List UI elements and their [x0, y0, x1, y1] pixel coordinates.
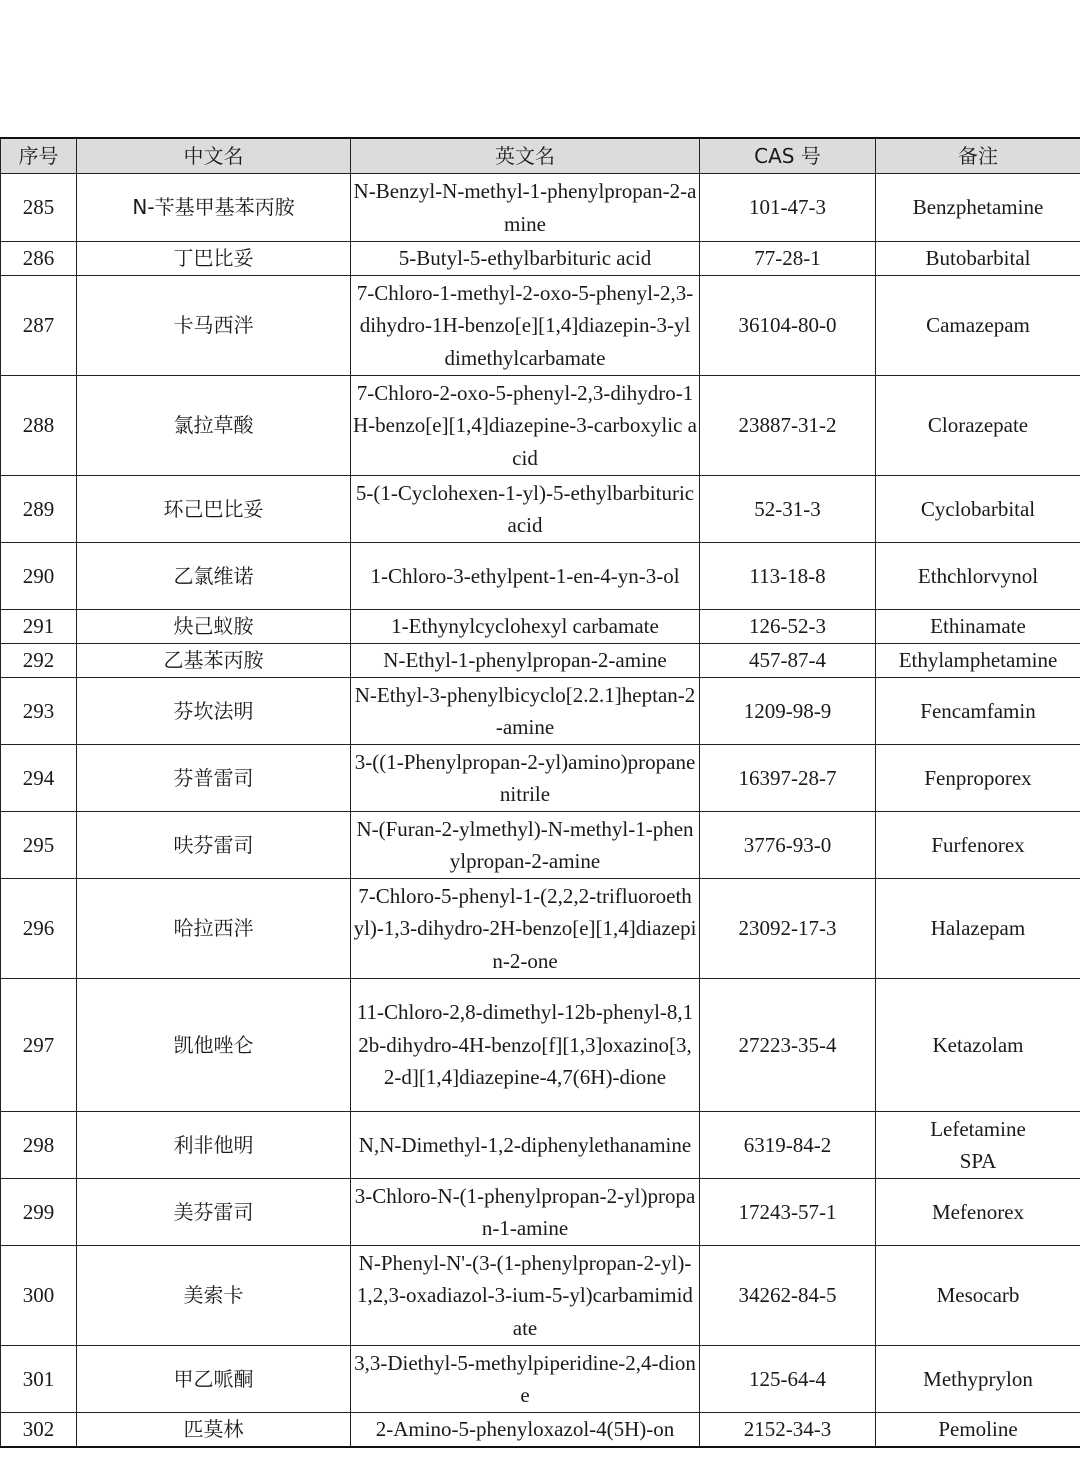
cell-no: 302	[1, 1413, 77, 1447]
cell-english-name: N-Ethyl-1-phenylpropan-2-amine	[351, 644, 700, 678]
table-row	[1, 376, 1080, 476]
cell-no: 292	[1, 644, 77, 678]
cell-english-name: N-Benzyl-N-methyl-1-phenylpropan-2-amine	[351, 174, 700, 242]
cell-no: 288	[1, 376, 77, 476]
cell-chinese-name: N-苄基甲基苯丙胺	[77, 174, 351, 242]
cell-english-name: 3,3-Diethyl-5-methylpiperidine-2,4-dione	[351, 1346, 700, 1413]
cell-no: 299	[1, 1179, 77, 1246]
cell-chinese-name: 呋芬雷司	[77, 812, 351, 879]
header-note: 备注	[876, 138, 1080, 174]
cell-note: Halazepam	[876, 879, 1080, 979]
table-row	[1, 543, 1080, 610]
cell-note: Methyprylon	[876, 1346, 1080, 1413]
cell-no: 294	[1, 745, 77, 812]
table-row	[1, 610, 1080, 644]
cell-note: Fencamfamin	[876, 678, 1080, 745]
cell-no: 298	[1, 1112, 77, 1179]
substance-table-container	[0, 137, 1080, 1448]
table-row	[1, 1246, 1080, 1346]
cell-cas: 16397-28-7	[700, 745, 876, 812]
cell-english-name: N-(Furan-2-ylmethyl)-N-methyl-1-phenylpropan-2-amine	[351, 812, 700, 879]
cell-no: 289	[1, 476, 77, 543]
table-row	[1, 476, 1080, 543]
cell-cas: 36104-80-0	[700, 276, 876, 376]
cell-no: 290	[1, 543, 77, 610]
cell-chinese-name: 利非他明	[77, 1112, 351, 1179]
table-row	[1, 174, 1080, 242]
cell-note: Furfenorex	[876, 812, 1080, 879]
cell-cas: 101-47-3	[700, 174, 876, 242]
cell-cas: 34262-84-5	[700, 1246, 876, 1346]
cell-english-name: 3-Chloro-N-(1-phenylpropan-2-yl)propan-1-amine	[351, 1179, 700, 1246]
cell-english-name: 5-Butyl-5-ethylbarbituric acid	[351, 242, 700, 276]
cell-note: Mesocarb	[876, 1246, 1080, 1346]
header-no: 序号	[1, 138, 77, 174]
table-row	[1, 276, 1080, 376]
cell-no: 286	[1, 242, 77, 276]
cell-cas: 23887-31-2	[700, 376, 876, 476]
cell-no: 291	[1, 610, 77, 644]
table-row	[1, 1413, 1080, 1447]
cell-english-name: 11-Chloro-2,8-dimethyl-12b-phenyl-8,12b-dihydro-4H-benzo[f][1,3]oxazino[3,2-d][1,4]diazepine-4,7(6H)-dione	[351, 979, 700, 1112]
cell-chinese-name: 炔己蚁胺	[77, 610, 351, 644]
cell-note: Camazepam	[876, 276, 1080, 376]
cell-note: Mefenorex	[876, 1179, 1080, 1246]
cell-no: 301	[1, 1346, 77, 1413]
cell-cas: 126-52-3	[700, 610, 876, 644]
cell-cas: 113-18-8	[700, 543, 876, 610]
table-row	[1, 1179, 1080, 1246]
table-header-row	[1, 138, 1080, 174]
cell-english-name: 7-Chloro-1-methyl-2-oxo-5-phenyl-2,3-dihydro-1H-benzo[e][1,4]diazepin-3-yl dimethylcarbamate	[351, 276, 700, 376]
cell-chinese-name: 丁巴比妥	[77, 242, 351, 276]
cell-cas: 457-87-4	[700, 644, 876, 678]
table-body	[1, 174, 1080, 1447]
cell-cas: 17243-57-1	[700, 1179, 876, 1246]
cell-english-name: N,N-Dimethyl-1,2-diphenylethanamine	[351, 1112, 700, 1179]
cell-english-name: 3-((1-Phenylpropan-2-yl)amino)propanenitrile	[351, 745, 700, 812]
table-row	[1, 242, 1080, 276]
cell-note: Ethchlorvynol	[876, 543, 1080, 610]
cell-chinese-name: 乙氯维诺	[77, 543, 351, 610]
table-row	[1, 1346, 1080, 1413]
cell-english-name: 2-Amino-5-phenyloxazol-4(5H)-on	[351, 1413, 700, 1447]
cell-note: Benzphetamine	[876, 174, 1080, 242]
table-row	[1, 879, 1080, 979]
cell-chinese-name: 甲乙哌酮	[77, 1346, 351, 1413]
table-row	[1, 812, 1080, 879]
cell-chinese-name: 芬普雷司	[77, 745, 351, 812]
cell-english-name: N-Ethyl-3-phenylbicyclo[2.2.1]heptan-2-amine	[351, 678, 700, 745]
cell-cas: 77-28-1	[700, 242, 876, 276]
cell-note: Pemoline	[876, 1413, 1080, 1447]
cell-cas: 1209-98-9	[700, 678, 876, 745]
cell-cas: 3776-93-0	[700, 812, 876, 879]
cell-no: 287	[1, 276, 77, 376]
cell-note: Clorazepate	[876, 376, 1080, 476]
cell-chinese-name: 凯他唑仑	[77, 979, 351, 1112]
table-row	[1, 678, 1080, 745]
cell-no: 285	[1, 174, 77, 242]
table-row	[1, 979, 1080, 1112]
cell-no: 300	[1, 1246, 77, 1346]
header-english-name: 英文名	[351, 138, 700, 174]
cell-no: 297	[1, 979, 77, 1112]
cell-chinese-name: 美索卡	[77, 1246, 351, 1346]
cell-note: Ethylamphetamine	[876, 644, 1080, 678]
cell-chinese-name: 环己巴比妥	[77, 476, 351, 543]
table-row	[1, 745, 1080, 812]
cell-chinese-name: 乙基苯丙胺	[77, 644, 351, 678]
cell-note: Ketazolam	[876, 979, 1080, 1112]
cell-note: Ethinamate	[876, 610, 1080, 644]
cell-note: Fenproporex	[876, 745, 1080, 812]
cell-english-name: 7-Chloro-2-oxo-5-phenyl-2,3-dihydro-1H-benzo[e][1,4]diazepine-3-carboxylic acid	[351, 376, 700, 476]
cell-cas: 52-31-3	[700, 476, 876, 543]
table-row	[1, 644, 1080, 678]
cell-cas: 6319-84-2	[700, 1112, 876, 1179]
cell-chinese-name: 美芬雷司	[77, 1179, 351, 1246]
substance-table	[0, 137, 1080, 1448]
cell-english-name: N-Phenyl-N'-(3-(1-phenylpropan-2-yl)-1,2,3-oxadiazol-3-ium-5-yl)carbamimidate	[351, 1246, 700, 1346]
table-row	[1, 1112, 1080, 1179]
cell-chinese-name: 氯拉草酸	[77, 376, 351, 476]
cell-cas: 2152-34-3	[700, 1413, 876, 1447]
cell-chinese-name: 卡马西泮	[77, 276, 351, 376]
cell-chinese-name: 芬坎法明	[77, 678, 351, 745]
cell-no: 293	[1, 678, 77, 745]
cell-cas: 27223-35-4	[700, 979, 876, 1112]
cell-english-name: 5-(1-Cyclohexen-1-yl)-5-ethylbarbituric acid	[351, 476, 700, 543]
cell-chinese-name: 哈拉西泮	[77, 879, 351, 979]
cell-note: Butobarbital	[876, 242, 1080, 276]
cell-chinese-name: 匹莫林	[77, 1413, 351, 1447]
cell-no: 296	[1, 879, 77, 979]
cell-note: Cyclobarbital	[876, 476, 1080, 543]
cell-english-name: 1-Ethynylcyclohexyl carbamate	[351, 610, 700, 644]
cell-english-name: 7-Chloro-5-phenyl-1-(2,2,2-trifluoroethyl)-1,3-dihydro-2H-benzo[e][1,4]diazepin-2-one	[351, 879, 700, 979]
header-chinese-name: 中文名	[77, 138, 351, 174]
header-cas: CAS 号	[700, 138, 876, 174]
cell-no: 295	[1, 812, 77, 879]
cell-note: Lefetamine SPA	[876, 1112, 1080, 1179]
cell-cas: 23092-17-3	[700, 879, 876, 979]
cell-english-name: 1-Chloro-3-ethylpent-1-en-4-yn-3-ol	[351, 543, 700, 610]
cell-cas: 125-64-4	[700, 1346, 876, 1413]
